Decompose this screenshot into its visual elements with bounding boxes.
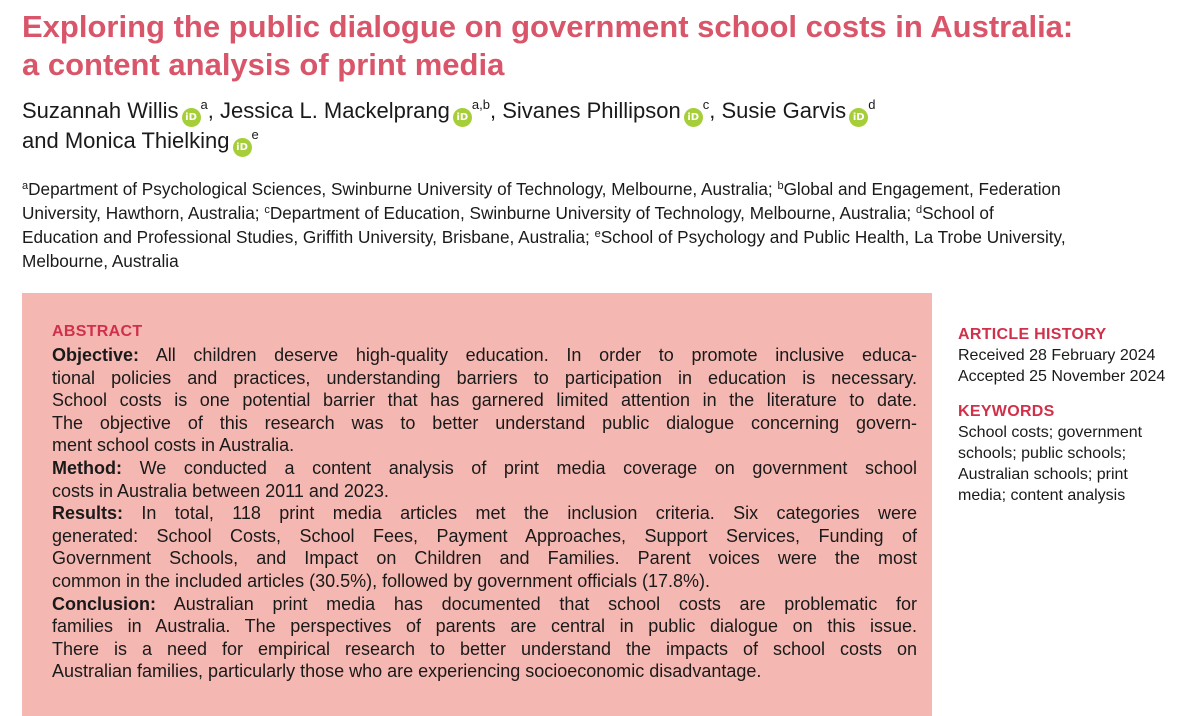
abstract-line: families in Australia. The perspectives of parents are central in public dialogue on this issue. <box>52 616 917 637</box>
author-affiliation-sup: a,b <box>471 97 490 112</box>
affiliation-sup-c: c <box>264 204 270 216</box>
received-date: Received 28 February 2024 <box>958 347 1156 364</box>
affiliation-a: Department of Psychological Sciences, Swinburne University of Technology, Melbourne, Australia; <box>28 179 773 199</box>
author-mackelprang[interactable] <box>220 98 490 123</box>
abstract-line: Government Schools, and Impact on Children and Families. Parent voices were the most <box>52 548 917 569</box>
abstract-line <box>52 344 917 367</box>
affiliation-sup-d: d <box>915 204 923 216</box>
affiliation-c: Department of Education, Swinburne University of Technology, Melbourne, Australia; <box>269 203 912 223</box>
keywords-line: Australian schools; print <box>958 466 1128 483</box>
abstract-line: The objective of this research was to better understand public dialogue concerning govern- <box>52 412 917 433</box>
affiliation-d-part-1: School of <box>922 203 994 223</box>
author-name: Jessica L. Mackelprang <box>219 98 450 123</box>
article-title <box>22 8 1182 84</box>
conclusion-label: Conclusion: <box>52 593 156 614</box>
affiliation-e-part-2: Melbourne, Australia <box>22 251 179 271</box>
objective-label: Objective: <box>52 345 140 365</box>
abstract-heading: ABSTRACT <box>52 323 143 340</box>
accepted-date: Accepted 25 November 2024 <box>958 368 1166 385</box>
author-name: Sivanes Phillipson <box>502 98 681 123</box>
orcid-icon[interactable]: iD <box>453 108 472 127</box>
abstract-line <box>52 457 917 480</box>
author-thielking[interactable] <box>65 128 259 153</box>
orcid-icon[interactable]: iD <box>684 108 703 127</box>
method-label: Method: <box>52 457 122 478</box>
objective-text: All children deserve high-quality education. In order to promote inclusive educa- <box>155 345 917 365</box>
method-text: We conducted a content analysis of print media coverage on government school <box>139 457 917 478</box>
affiliation-sup-e: e <box>594 228 601 240</box>
author-affiliation-sup: d <box>868 97 876 112</box>
affiliation-line-1 <box>22 177 1187 201</box>
affiliation-d-part-2: Education and Professional Studies, Griffith University, Brisbane, Australia; <box>22 227 590 247</box>
keywords-line: schools; public schools; <box>958 445 1127 462</box>
affiliations <box>22 177 1187 273</box>
author-garvis[interactable] <box>721 98 875 123</box>
orcid-icon[interactable]: iD <box>182 108 201 127</box>
author-affiliation-sup: a <box>200 97 208 112</box>
abstract-body <box>52 344 917 683</box>
abstract-line: ment school costs in Australia. <box>52 435 295 456</box>
author-affiliation-sup: e <box>251 127 259 142</box>
and-conjunction: and <box>22 128 59 153</box>
author-phillipson[interactable] <box>502 98 709 123</box>
keywords-line: School costs; government <box>958 424 1143 441</box>
abstract-box <box>22 293 932 716</box>
abstract-line <box>52 593 917 616</box>
author-name: Susie Garvis <box>721 98 847 123</box>
results-label: Results: <box>52 503 124 524</box>
author-line-2 <box>22 127 1182 157</box>
author-affiliation-sup: c <box>702 97 710 112</box>
keywords-heading: KEYWORDS <box>958 403 1055 420</box>
abstract-line: Australian families, particularly those who are experiencing socioeconomic disadvantage. <box>52 661 762 682</box>
orcid-icon[interactable]: iD <box>233 138 252 157</box>
affiliation-sup-b: b <box>777 180 784 192</box>
author-name: Suzannah Willis <box>22 98 179 123</box>
conclusion-text: Australian print media has documented that school costs are problematic for <box>173 593 917 614</box>
article-title-line-2: a content analysis of print media <box>22 47 505 82</box>
abstract-line: There is a need for empirical research to better understand the impacts of school costs on <box>52 638 917 659</box>
orcid-icon[interactable]: iD <box>849 108 868 127</box>
author-line-1: Suzannah Willis $iD^a$, Jessica L. Mackelprang iD$^{a,b}$, Sivanes Phillipson $iD^c$, Susie Garvis $iD^d$ <box>22 97 1182 127</box>
author-list <box>22 97 1182 157</box>
affiliation-e-part-1: School of Psychology and Public Health, La Trobe University, <box>600 227 1066 247</box>
keywords-line: media; content analysis <box>958 487 1126 504</box>
article-title-line-1: Exploring the public dialogue on government school costs in Australia: <box>22 9 1074 44</box>
article-history <box>958 345 1188 387</box>
affiliation-b-part-1: Global and Engagement, Federation <box>783 179 1061 199</box>
affiliation-b-part-2: University, Hawthorn, Australia; <box>22 203 260 223</box>
affiliation-line-4 <box>22 249 1187 273</box>
affiliation-sup-a: a <box>22 180 29 192</box>
affiliation-line-2 <box>22 201 1187 225</box>
author-name: Monica Thielking <box>64 128 230 153</box>
keywords-list <box>958 422 1188 506</box>
abstract-line: generated: School Costs, School Fees, Payment Approaches, Support Services, Funding of <box>52 525 917 546</box>
abstract-line: tional policies and practices, understanding barriers to participation in education is necessary. <box>52 367 917 388</box>
article-history-heading: ARTICLE HISTORY <box>958 326 1107 343</box>
abstract-line: School costs is one potential barrier that has garnered limited attention in the literature to date. <box>52 390 917 411</box>
results-text: In total, 118 print media articles met the inclusion criteria. Six categories were <box>141 503 917 524</box>
abstract-line <box>52 502 917 525</box>
abstract-line: common in the included articles (30.5%), followed by government officials (17.8%). <box>52 570 710 591</box>
author-willis[interactable] <box>22 98 208 123</box>
article-sidebar <box>958 325 1188 506</box>
abstract-line: costs in Australia between 2011 and 2023. <box>52 480 389 501</box>
affiliation-line-3 <box>22 225 1187 249</box>
